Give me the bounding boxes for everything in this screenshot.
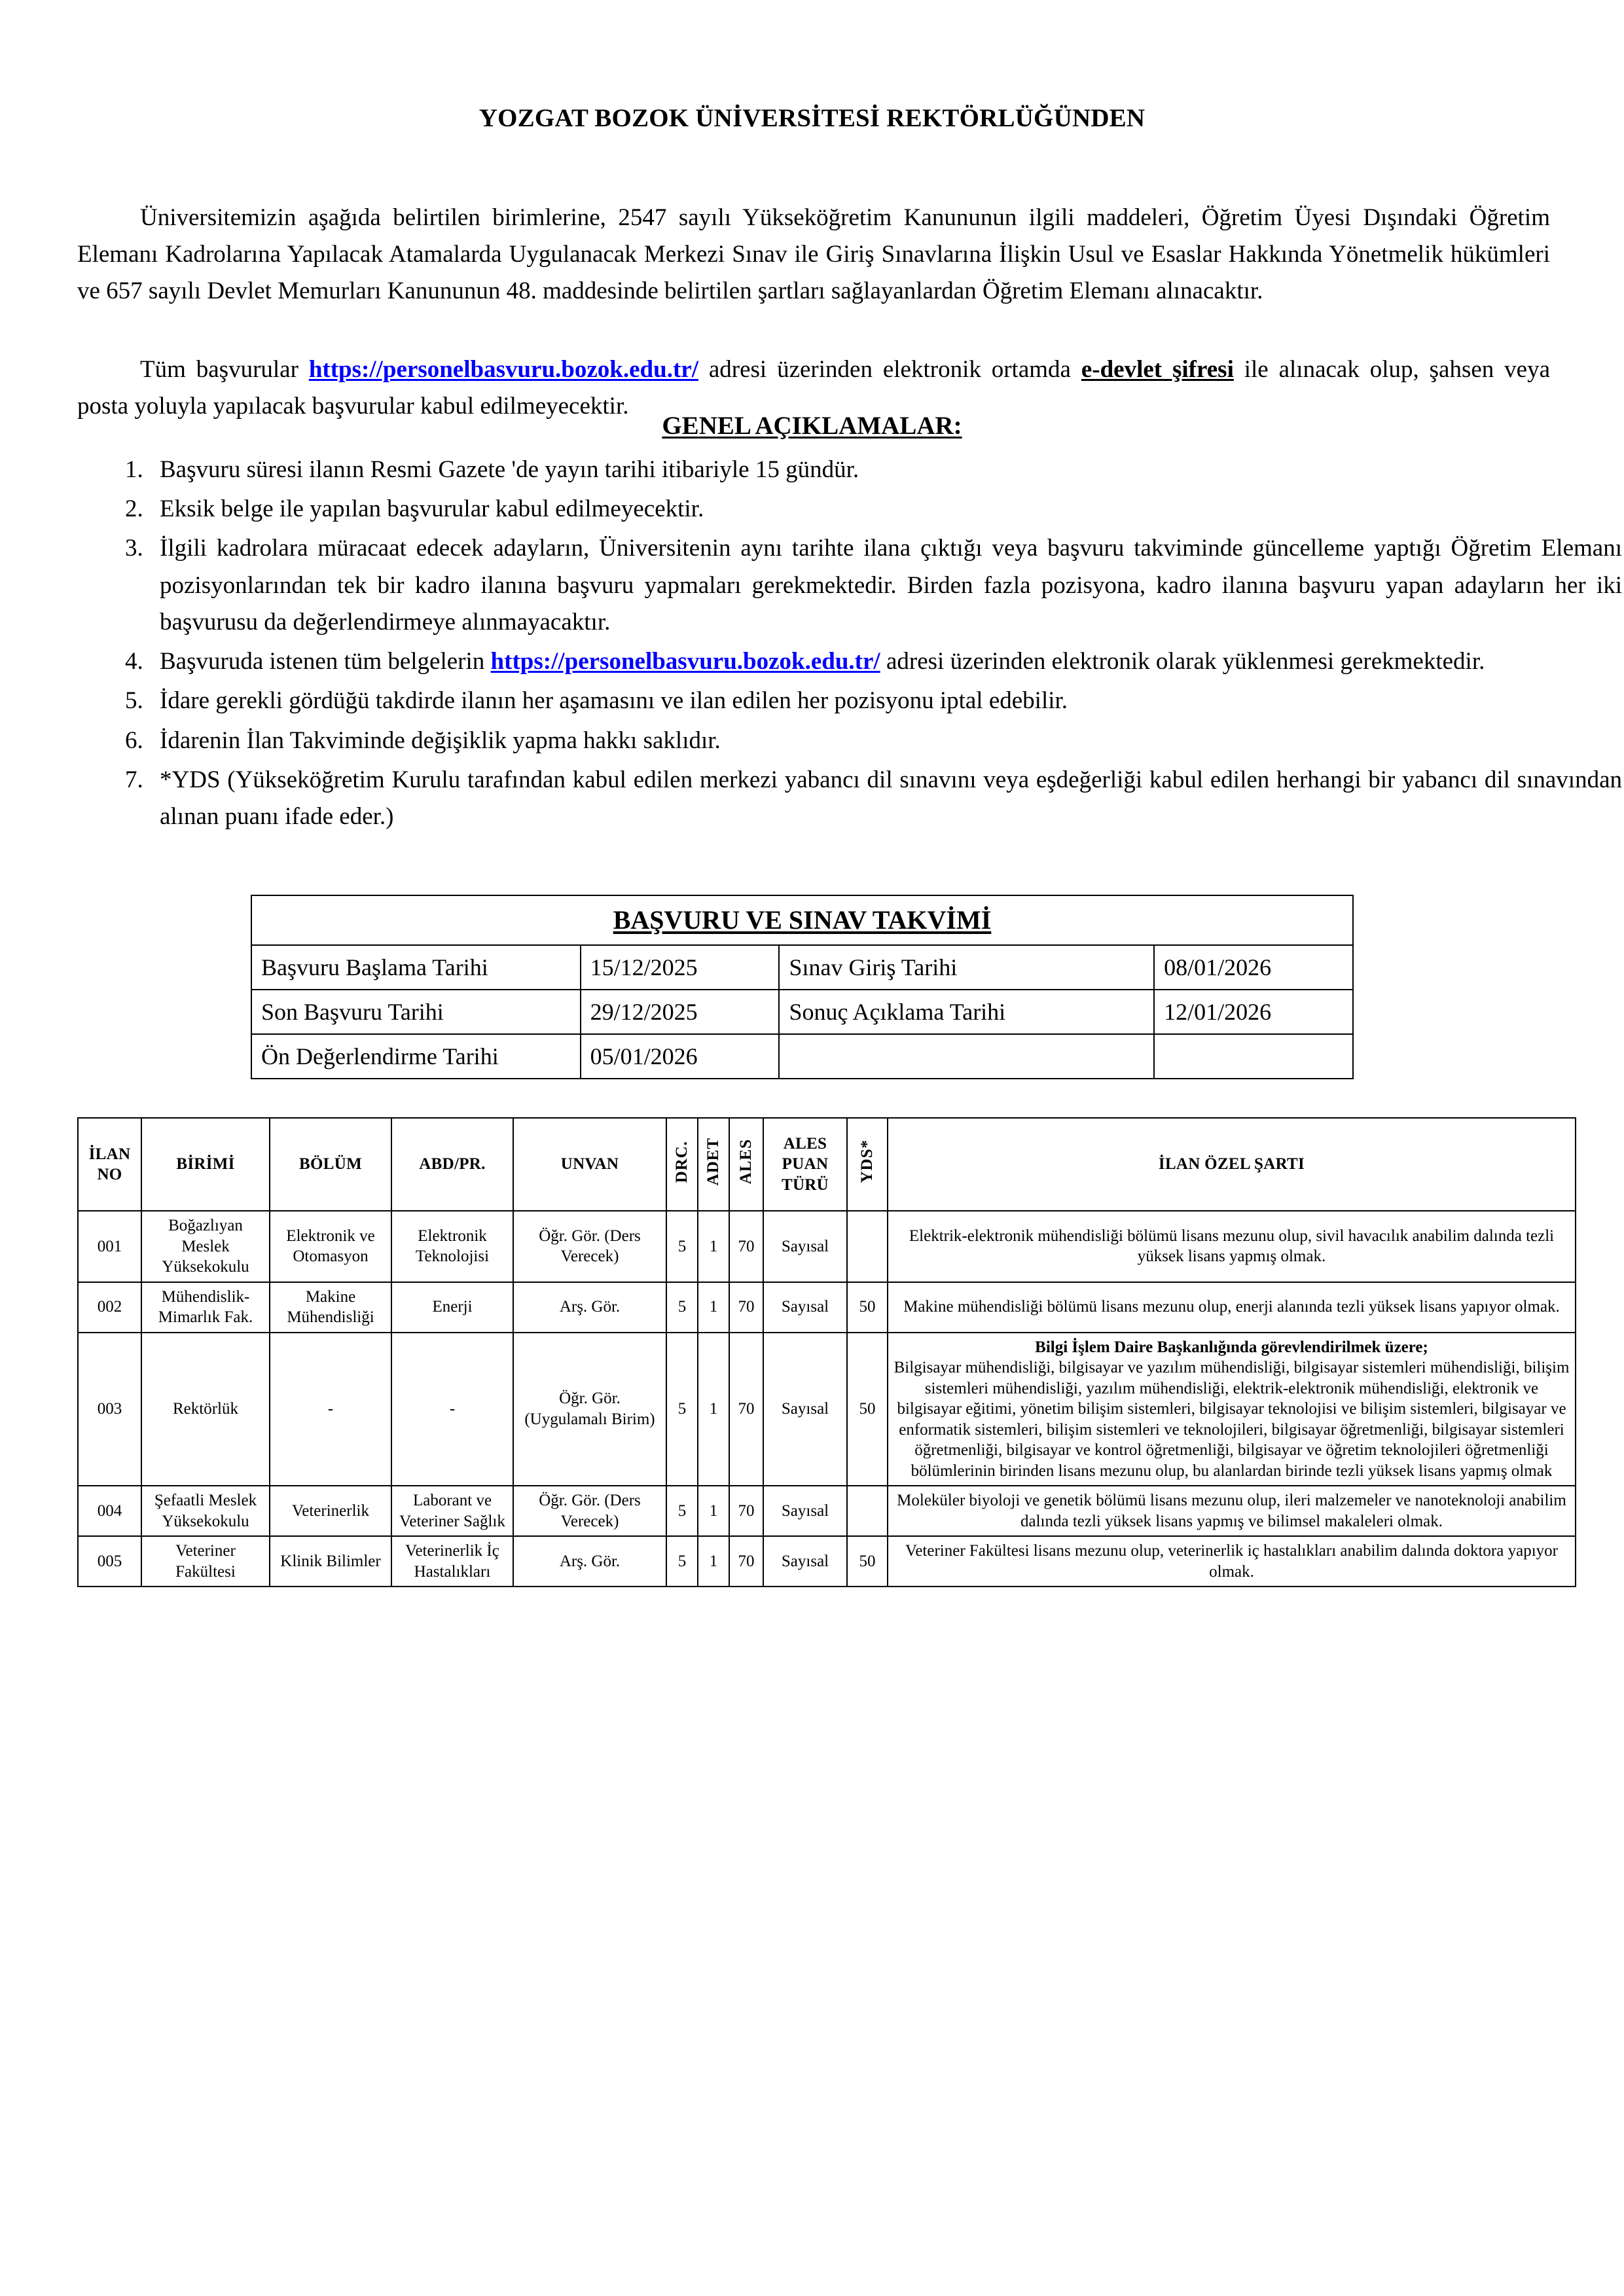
documents-upload-link[interactable]: https://personelbasvuru.bozok.edu.tr/: [490, 648, 880, 675]
cell-ilan-ozel-sarti: [888, 1536, 1576, 1587]
calendar-value: 12/01/2026: [1154, 990, 1353, 1034]
calendar-label: Ön Değerlendirme Tarihi: [251, 1034, 581, 1079]
cell-ales-puan-turu: Sayısal: [763, 1333, 847, 1486]
table-row: [251, 990, 1353, 1034]
col-header-adet-label: ADET: [704, 1138, 723, 1186]
list-item: [149, 643, 1622, 680]
list-item: 3. İlgili kadrolara müracaat edecek adayların, Üniversitenin aynı tarihte ilana çıktığı veya başvuru takviminde güncelleme yaptığı Öğretim Elemanı pozisyonlarından tek bir kadro ilanına başvuru yapmaları gerekmektedir. Birden fazla pozisyona, kadro ilanına başvuru yapan adayların her iki başvurusu da değerlendirmeye alınmayacaktır.: [149, 530, 1622, 641]
cell-sarti-text: Bilgisayar mühendisliği, bilgisayar ve yazılım mühendisliği, bilgisayar sistemleri mühendisliği, bilişim sistemleri mühendisliği, yazılım mühendisliği, elektrik-elektronik mühendisliği, elektronik ve bilgisayar eğitimi, yönetim bilişim sistemleri, bilgisayar teknolojisi ve bilişim sistemleri, bilgisayar ve enformatik sistemleri, bilişim sistemleri ve teknolojileri, bilgisayar öğretmenliği, bilgisayar sistemleri öğretmenliği, bilgisayar ve kontrol öğretmenliği, bilgisayar ve öğretim teknolojileri öğretmenliği bölümlerinin birinden lisans mezunu olup, bu alanlardan birinde tezli yüksek lisans yapmış olmak: [893, 1359, 1570, 1480]
cell-birimi: Rektörlük: [141, 1333, 270, 1486]
table-row: [251, 895, 1353, 945]
cell-ales: 70: [729, 1486, 763, 1536]
calendar-empty-cell: [1154, 1034, 1353, 1079]
cell-unvan: Öğr. Gör. (Ders Verecek): [513, 1211, 666, 1282]
list-item: 6. İdarenin İlan Takviminde değişiklik yapma hakkı saklıdır.: [149, 723, 1622, 759]
note-text-after: adresi üzerinden elektronik olarak yüklenmesi gerekmektedir.: [880, 648, 1485, 675]
table-row: [251, 1034, 1353, 1079]
cell-abd-pr: Veterinerlik İç Hastalıkları: [391, 1536, 513, 1587]
intro-paragraph: Üniversitemizin aşağıda belirtilen birimlerine, 2547 sayılı Yükseköğretim Kanununun ilgili maddeleri, Öğretim Üyesi Dışındaki Öğretim Elemanı Kadrolarına Yapılacak Atamalarda Uygulanacak Merkezi Sınav ile Giriş Sınavlarına İlişkin Usul ve Esaslar Hakkında Yönetmelik hükümleri ve 657 sayılı Devlet Memurları Kanununun 48. maddesinde belirtilen şartları sağlayanlardan Öğretim Elemanı alınacaktır.: [77, 204, 1550, 305]
cell-abd-pr: -: [391, 1333, 513, 1486]
list-item: 7. *YDS (Yükseköğretim Kurulu tarafından kabul edilen merkezi yabancı dil sınavını veya eşdeğerliği kabul edilen herhangi bir yabancı dil sınavından alınan puanı ifade eder.): [149, 762, 1622, 835]
cell-ales: 70: [729, 1211, 763, 1282]
col-header-ilan-ozel-sarti: İLAN ÖZEL ŞARTI: [888, 1118, 1576, 1211]
calendar-label: Başvuru Başlama Tarihi: [251, 945, 581, 990]
cell-bolum: Klinik Bilimler: [270, 1536, 391, 1587]
table-row: [78, 1333, 1576, 1486]
cell-drc: 5: [666, 1282, 698, 1333]
col-header-ales-label: ALES: [737, 1139, 755, 1185]
cell-abd-pr: Enerji: [391, 1282, 513, 1333]
table-header-row: [78, 1118, 1576, 1211]
cell-ales: 70: [729, 1333, 763, 1486]
cell-ilan-ozel-sarti: [888, 1211, 1576, 1282]
list-item: 5. İdare gerekli gördüğü takdirde ilanın her aşamasını ve ilan edilen her pozisyonu iptal edebilir.: [149, 683, 1622, 719]
list-item: 2. Eksik belge ile yapılan başvurular kabul edilmeyecektir.: [149, 491, 1622, 528]
col-header-birimi: BİRİMİ: [141, 1118, 270, 1211]
calendar-title: BAŞVURU VE SINAV TAKVİMİ: [251, 895, 1353, 945]
col-header-abd-pr: ABD/PR.: [391, 1118, 513, 1211]
cell-birimi: Mühendislik-Mimarlık Fak.: [141, 1282, 270, 1333]
cell-adet: 1: [698, 1211, 729, 1282]
cell-adet: 1: [698, 1333, 729, 1486]
col-header-unvan: UNVAN: [513, 1118, 666, 1211]
table-row: [78, 1211, 1576, 1282]
cell-bolum: Elektronik ve Otomasyon: [270, 1211, 391, 1282]
table-row: [78, 1486, 1576, 1536]
apply-text-tail: ile alınacak olup, şahsen veya posta yoluyla yapılacak başvurular kabul edilmeyecektir.: [77, 356, 1551, 420]
cell-abd-pr: Elektronik Teknolojisi: [391, 1211, 513, 1282]
cell-drc: 5: [666, 1211, 698, 1282]
cell-ales-puan-turu: Sayısal: [763, 1536, 847, 1587]
cell-sarti-text: Elektrik-elektronik mühendisliği bölümü lisans mezunu olup, sivil havacılık anabilim dalında tezli yüksek lisans yapmış olmak.: [909, 1227, 1555, 1266]
calendar-value: 08/01/2026: [1154, 945, 1353, 990]
col-header-ilan-no: İLAN NO: [78, 1118, 141, 1211]
cell-ales: 70: [729, 1282, 763, 1333]
cell-yds: [847, 1486, 888, 1536]
col-header-yds-label: YDS*: [858, 1139, 876, 1183]
cell-drc: 5: [666, 1333, 698, 1486]
table-row: [78, 1536, 1576, 1587]
calendar-empty-cell: [779, 1034, 1154, 1079]
cell-unvan: Arş. Gör.: [513, 1282, 666, 1333]
cell-ilan-no: 002: [78, 1282, 141, 1333]
cell-birimi: Şefaatli Meslek Yüksekokulu: [141, 1486, 270, 1536]
cell-adet: 1: [698, 1282, 729, 1333]
list-item: 1. Başvuru süresi ilanın Resmi Gazete 'de yayın tarihi itibariyle 15 gündür.: [149, 452, 1622, 488]
cell-sarti-text: Makine mühendisliği bölümü lisans mezunu olup, enerji alanında tezli yüksek lisans yapıyor olmak.: [903, 1298, 1560, 1316]
positions-table: [77, 1117, 1576, 1587]
cell-ilan-no: 005: [78, 1536, 141, 1587]
cell-yds: [847, 1211, 888, 1282]
cell-ales-puan-turu: Sayısal: [763, 1486, 847, 1536]
cell-abd-pr: Laborant ve Veteriner Sağlık: [391, 1486, 513, 1536]
section-heading-genel-aciklamalar: GENEL AÇIKLAMALAR:: [662, 412, 962, 440]
cell-drc: 5: [666, 1486, 698, 1536]
col-header-ales: [729, 1118, 763, 1211]
application-portal-link[interactable]: https://personelbasvuru.bozok.edu.tr/: [308, 356, 698, 383]
calendar-label: Sonuç Açıklama Tarihi: [779, 990, 1154, 1034]
cell-yds: 50: [847, 1333, 888, 1486]
col-header-ales-puan-turu: ALES PUAN TÜRÜ: [763, 1118, 847, 1211]
cell-ales: 70: [729, 1536, 763, 1587]
cell-ilan-ozel-sarti: [888, 1333, 1576, 1486]
apply-text-after: adresi üzerinden elektronik ortamda: [698, 356, 1081, 383]
cell-bolum: Veterinerlik: [270, 1486, 391, 1536]
cell-ilan-no: 004: [78, 1486, 141, 1536]
cell-sarti-text: Moleküler biyoloji ve genetik bölümü lisans mezunu olup, ileri malzemeler ve nanoteknoloji anabilim dalında tezli yüksek lisans yapmış ve bilimsel makaleleri olmak.: [897, 1492, 1566, 1530]
table-row: [78, 1282, 1576, 1333]
e-devlet-sifresi-emphasis: e-devlet şifresi: [1081, 356, 1234, 383]
cell-ilan-no: 003: [78, 1333, 141, 1486]
cell-unvan: Arş. Gör.: [513, 1536, 666, 1587]
cell-ilan-ozel-sarti: [888, 1486, 1576, 1536]
cell-adet: 1: [698, 1536, 729, 1587]
cell-ilan-no: 001: [78, 1211, 141, 1282]
cell-unvan: Öğr. Gör. (Ders Verecek): [513, 1486, 666, 1536]
cell-birimi: Veteriner Fakültesi: [141, 1536, 270, 1587]
cell-ales-puan-turu: Sayısal: [763, 1211, 847, 1282]
cell-adet: 1: [698, 1486, 729, 1536]
cell-yds: 50: [847, 1282, 888, 1333]
calendar-value: 29/12/2025: [581, 990, 780, 1034]
cell-ales-puan-turu: Sayısal: [763, 1282, 847, 1333]
col-header-drc-label: DRC.: [673, 1140, 691, 1183]
cell-drc: 5: [666, 1536, 698, 1587]
note-text-before: Başvuruda istenen tüm belgelerin: [160, 648, 491, 675]
general-notes-list: [77, 452, 1622, 838]
cell-ilan-ozel-sarti: [888, 1282, 1576, 1333]
cell-unvan: Öğr. Gör. (Uygulamalı Birim): [513, 1333, 666, 1486]
application-exam-calendar-table: [251, 895, 1354, 1079]
calendar-label: Son Başvuru Tarihi: [251, 990, 581, 1034]
col-header-bolum: BÖLÜM: [270, 1118, 391, 1211]
cell-bolum: Makine Mühendisliği: [270, 1282, 391, 1333]
cell-birimi: Boğazlıyan Meslek Yüksekokulu: [141, 1211, 270, 1282]
page-title: YOZGAT BOZOK ÜNİVERSİTESİ REKTÖRLÜĞÜNDEN: [478, 104, 1146, 132]
cell-sarti-text: Veteriner Fakültesi lisans mezunu olup, veterinerlik iç hastalıkları anabilim dalında doktora yapıyor olmak.: [905, 1542, 1558, 1581]
calendar-value: 15/12/2025: [581, 945, 780, 990]
cell-bolum: -: [270, 1333, 391, 1486]
col-header-drc: [666, 1118, 698, 1211]
calendar-label: Sınav Giriş Tarihi: [779, 945, 1154, 990]
apply-text-before: Tüm başvurular: [140, 356, 309, 383]
table-row: [251, 945, 1353, 990]
cell-sarti-bold: Bilgi İşlem Daire Başkanlığında görevlendirilmek üzere;: [1035, 1338, 1428, 1356]
col-header-yds: [847, 1118, 888, 1211]
calendar-value: 05/01/2026: [581, 1034, 780, 1079]
cell-yds: 50: [847, 1536, 888, 1587]
col-header-adet: [698, 1118, 729, 1211]
